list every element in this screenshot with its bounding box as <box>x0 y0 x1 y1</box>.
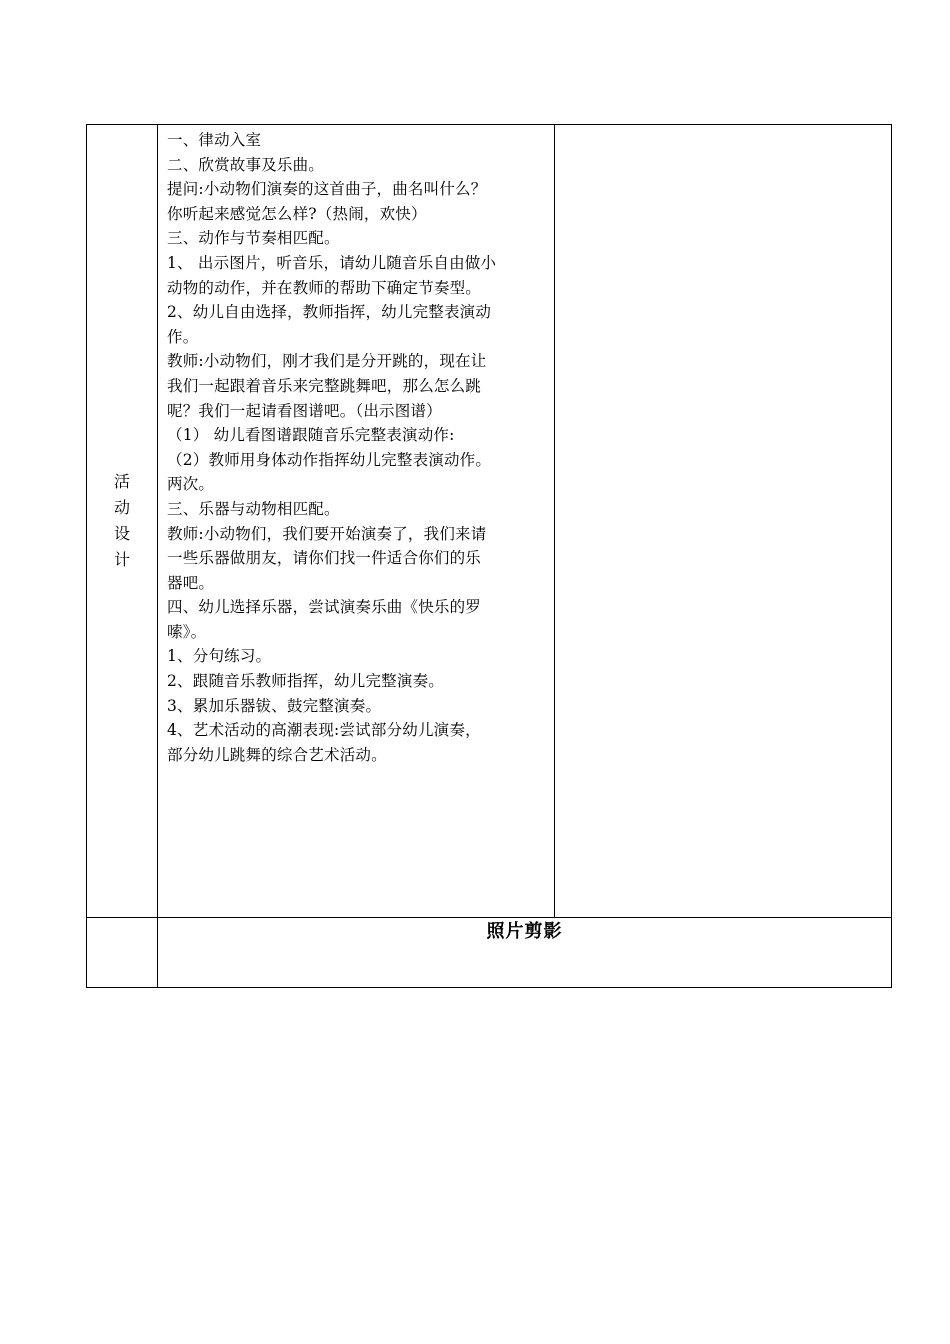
activity-content-lines <box>167 128 550 767</box>
content-line: 作。 <box>167 327 199 346</box>
content-line: 教师:小动物们，我们要开始演奏了，我们来请 <box>167 524 487 543</box>
content-line: 器吧。 <box>167 573 215 592</box>
content-line: 嗦》。 <box>167 622 207 641</box>
content-line: 1、分句练习。 <box>167 647 272 666</box>
content-line: 二、欣赏故事及乐曲。 <box>167 155 325 174</box>
content-line: 动物的动作，并在教师的帮助下确定节奏型。 <box>167 278 482 297</box>
content-line: 两次。 <box>167 475 215 494</box>
content-line: 我们一起跟着音乐来完整跳舞吧，那么怎么跳 <box>167 376 482 395</box>
content-line: （1） 幼儿看图谱跟随音乐完整表演动作: <box>167 426 455 445</box>
content-line: （2）教师用身体动作指挥幼儿完整表演动作。 <box>167 450 492 469</box>
content-line: 一、律动入室 <box>167 131 262 149</box>
content-line: 三、乐器与动物相匹配。 <box>167 499 340 518</box>
activity-design-row <box>87 125 892 918</box>
content-line: 你听起来感觉怎么样?（热闹，欢快） <box>167 204 427 223</box>
content-line: 三、动作与节奏相匹配。 <box>167 229 340 248</box>
content-line: 2、跟随音乐教师指挥，幼儿完整演奏。 <box>167 672 444 691</box>
photo-row <box>87 917 892 987</box>
photo-label-cell <box>87 917 158 987</box>
content-line: 4、艺术活动的高潮表现:尝试部分幼儿演奏， <box>167 721 481 740</box>
content-line: 四、幼儿选择乐器，尝试演奏乐曲《快乐的罗 <box>167 598 482 617</box>
content-line: 提问:小动物们演奏的这首曲子，曲名叫什么？ <box>167 180 487 199</box>
content-line: 2、幼儿自由选择，教师指挥，幼儿完整表演动 <box>167 303 492 322</box>
notes-cell <box>555 125 892 918</box>
content-line: 呢？我们一起请看图谱吧。（出示图谱） <box>167 401 442 420</box>
content-line: 1、 出示图片，听音乐，请幼儿随音乐自由做小 <box>167 253 497 272</box>
content-line: 3、累加乐器钹、鼓完整演奏。 <box>167 696 382 715</box>
content-line: 一些乐器做朋友，请你们找一件适合你们的乐 <box>167 549 482 568</box>
activity-content-cell <box>158 125 555 918</box>
section-label: 活动设计 <box>113 471 130 569</box>
content-line: 教师:小动物们，刚才我们是分开跳的，现在让 <box>167 352 487 371</box>
photo-title-cell <box>158 917 892 987</box>
content-line: 部分幼儿跳舞的综合艺术活动。 <box>167 745 387 764</box>
section-label-cell <box>87 125 158 918</box>
activity-design-table <box>86 124 892 988</box>
photo-title: 照片剪影 <box>486 920 563 942</box>
